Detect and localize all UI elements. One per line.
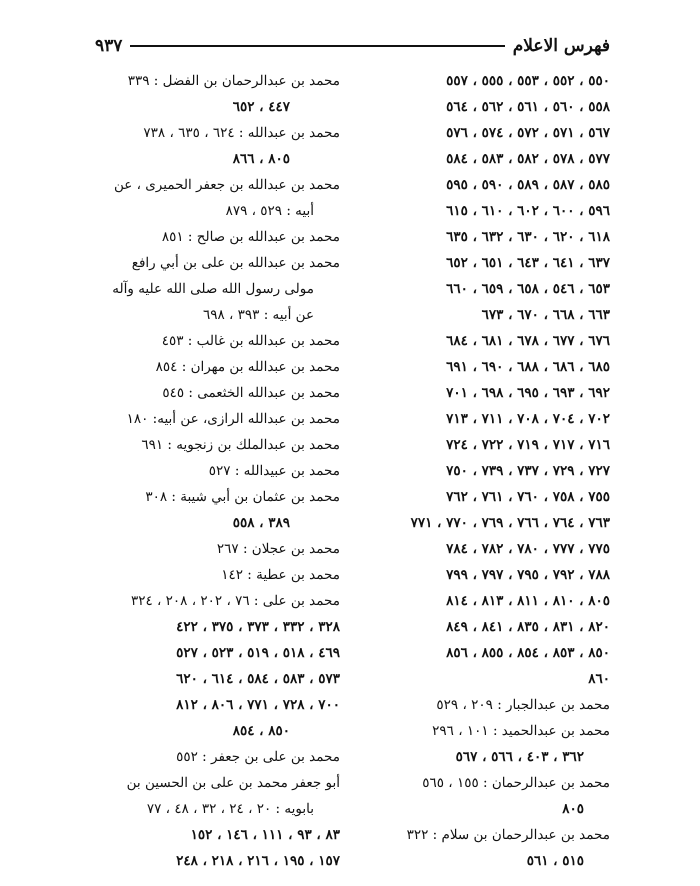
index-line: ٥٨٥ ، ٥٨٧ ، ٥٨٩ ، ٥٩٠ ، ٥٩٥	[446, 177, 610, 193]
index-line: ٧١٦ ، ٧١٧ ، ٧١٩ ، ٧٢٢ ، ٧٢٤	[446, 437, 610, 453]
index-continuation: عن أبيه : ٣٩٣ ، ٦٩٨	[202, 307, 314, 323]
index-line: ٧٠٢ ، ٧٠٤ ، ٧٠٨ ، ٧١١ ، ٧١٣	[446, 411, 610, 427]
index-line: ٦٥٣ ، ٥٤٦ ، ٦٥٨ ، ٦٥٩ ، ٦٦٠	[446, 281, 610, 297]
index-entry: محمد بن عبدالله الخثعمى : ٥٤٥	[162, 385, 340, 401]
right-index-column	[360, 68, 610, 874]
index-entry: محمد بن عثمان بن أبي شيبة : ٣٠٨	[145, 489, 340, 505]
index-continuation: ٣٦٢ ، ٤٠٣ ، ٥٦٦ ، ٥٦٧	[455, 749, 584, 765]
index-continuation: ٤٤٧ ، ٦٥٢	[232, 99, 290, 115]
index-entry: محمد بن عبيدالله : ٥٢٧	[208, 463, 340, 479]
index-line: ٧٥٥ ، ٧٥٨ ، ٧٦٠ ، ٧٦١ ، ٧٦٢	[446, 489, 610, 505]
index-entry: محمد بن عبدالله بن مهران : ٨٥٤	[155, 359, 340, 375]
index-line: ٥٧٧ ، ٥٧٨ ، ٥٨٢ ، ٥٨٣ ، ٥٨٤	[446, 151, 610, 167]
index-continuation: ٧٠٠ ، ٧٢٨ ، ٧٧١ ، ٨٠٦ ، ٨١٢	[176, 697, 340, 713]
index-entry: محمد بن عطية : ١٤٢	[221, 567, 340, 583]
page-header	[95, 32, 610, 60]
index-line: ٥٦٧ ، ٥٧١ ، ٥٧٢ ، ٥٧٤ ، ٥٧٦	[446, 125, 610, 141]
index-continuation: ١٥٧ ، ١٩٥ ، ٢١٦ ، ٢١٨ ، ٢٤٨	[176, 853, 340, 869]
index-line: ٦١٨ ، ٦٢٠ ، ٦٣٠ ، ٦٣٢ ، ٦٣٥	[446, 229, 610, 245]
index-continuation: بابويه : ٢٠ ، ٢٤ ، ٣٢ ، ٤٨ ، ٧٧	[146, 801, 314, 817]
index-continuation: ٨٠٥ ، ٨٦٦	[232, 151, 290, 167]
index-continuation: ٥١٥ ، ٥٦١	[526, 853, 584, 869]
index-entry: محمد بن عبدالله بن صالح : ٨٥١	[161, 229, 340, 245]
index-line: ٧٧٥ ، ٧٧٧ ، ٧٨٠ ، ٧٨٢ ، ٧٨٤	[446, 541, 610, 557]
index-line: ٧٦٣ ، ٧٦٤ ، ٧٦٦ ، ٧٦٩ ، ٧٧٠ ، ٧٧١	[410, 515, 610, 531]
index-line: ٨٦٠	[588, 671, 610, 687]
left-index-column	[98, 68, 340, 874]
index-line: ٦٣٧ ، ٦٤١ ، ٦٤٣ ، ٦٥١ ، ٦٥٢	[446, 255, 610, 271]
page-number: ٩٣٧	[95, 36, 123, 56]
index-continuation: ٣٢٨ ، ٣٣٢ ، ٣٧٣ ، ٣٧٥ ، ٤٢٢	[176, 619, 340, 635]
index-continuation: ٨٣ ، ٩٣ ، ١١١ ، ١٤٦ ، ١٥٢	[190, 827, 340, 843]
index-line: ٥٥٨ ، ٥٦٠ ، ٥٦١ ، ٥٦٢ ، ٥٦٤	[446, 99, 610, 115]
header-rule	[130, 45, 504, 47]
index-line: ٨٢٠ ، ٨٣١ ، ٨٣٥ ، ٨٤١ ، ٨٤٩	[446, 619, 610, 635]
index-entry: محمد بن عبدالرحمان بن الفضل : ٣٣٩	[127, 73, 340, 89]
index-continuation: ٤٦٩ ، ٥١٨ ، ٥١٩ ، ٥٢٣ ، ٥٢٧	[176, 645, 340, 661]
index-continuation: ٨٠٥	[562, 801, 584, 817]
index-entry: محمد بن عبدالله الرازى، عن أبيه: ١٨٠	[126, 411, 340, 427]
index-continuation: ٨٥٠ ، ٨٥٤	[232, 723, 290, 739]
index-line: ٦٧٦ ، ٦٧٧ ، ٦٧٨ ، ٦٨١ ، ٦٨٤	[446, 333, 610, 349]
index-entry: محمد بن عبدالرحمان : ١٥٥ ، ٥٦٥	[422, 775, 610, 791]
index-title: فهرس الاعلام	[512, 36, 610, 56]
index-entry: محمد بن على بن جعفر : ٥٥٢	[176, 749, 340, 765]
index-continuation: مولى رسول الله صلى الله عليه وآله	[112, 281, 314, 297]
index-line: ٦٩٢ ، ٦٩٣ ، ٦٩٥ ، ٦٩٨ ، ٧٠١	[446, 385, 610, 401]
index-continuation: ٥٧٣ ، ٥٨٣ ، ٥٨٤ ، ٦١٤ ، ٦٢٠	[176, 671, 340, 687]
index-entry: محمد بن عبدالله بن على بن أبي رافع	[131, 255, 340, 271]
index-entry: أبو جعفر محمد بن على بن الحسين بن	[126, 775, 340, 791]
index-entry: محمد بن عبدالجبار : ٢٠٩ ، ٥٢٩	[436, 697, 610, 713]
index-line: ٧٨٨ ، ٧٩٢ ، ٧٩٥ ، ٧٩٧ ، ٧٩٩	[446, 567, 610, 583]
index-continuation: ٣٨٩ ، ٥٥٨	[232, 515, 290, 531]
index-line: ٥٩٦ ، ٦٠٠ ، ٦٠٢ ، ٦١٠ ، ٦١٥	[446, 203, 610, 219]
index-line: ٨٠٥ ، ٨١٠ ، ٨١١ ، ٨١٣ ، ٨١٤	[446, 593, 610, 609]
index-entry: محمد بن عبدالملك بن زنجويه : ٦٩١	[141, 437, 340, 453]
index-line: ٦٨٥ ، ٦٨٦ ، ٦٨٨ ، ٦٩٠ ، ٦٩١	[446, 359, 610, 375]
index-entry: محمد بن عبدالحميد : ١٠١ ، ٢٩٦	[432, 723, 610, 739]
index-continuation: أبيه : ٥٢٩ ، ٨٧٩	[225, 203, 314, 219]
index-line: ٨٥٠ ، ٨٥٣ ، ٨٥٤ ، ٨٥٥ ، ٨٥٦	[446, 645, 610, 661]
index-line: ٥٥٠ ، ٥٥٢ ، ٥٥٣ ، ٥٥٥ ، ٥٥٧	[446, 73, 610, 89]
index-line: ٧٢٧ ، ٧٢٩ ، ٧٣٧ ، ٧٣٩ ، ٧٥٠	[446, 463, 610, 479]
index-entry: محمد بن عبدالله بن جعفر الحميرى ، عن	[113, 177, 340, 193]
index-line: ٦٦٣ ، ٦٦٨ ، ٦٧٠ ، ٦٧٣	[481, 307, 610, 323]
index-entry: محمد بن عبدالله بن غالب : ٤٥٣	[161, 333, 340, 349]
index-entry: محمد بن عبدالرحمان بن سلام : ٣٢٢	[406, 827, 610, 843]
index-entry: محمد بن عجلان : ٢٦٧	[216, 541, 340, 557]
index-entry: محمد بن عبدالله : ٦٢٤ ، ٦٣٥ ، ٧٣٨	[143, 125, 340, 141]
index-entry: محمد بن على : ٧٦ ، ٢٠٢ ، ٢٠٨ ، ٣٢٤	[130, 593, 340, 609]
